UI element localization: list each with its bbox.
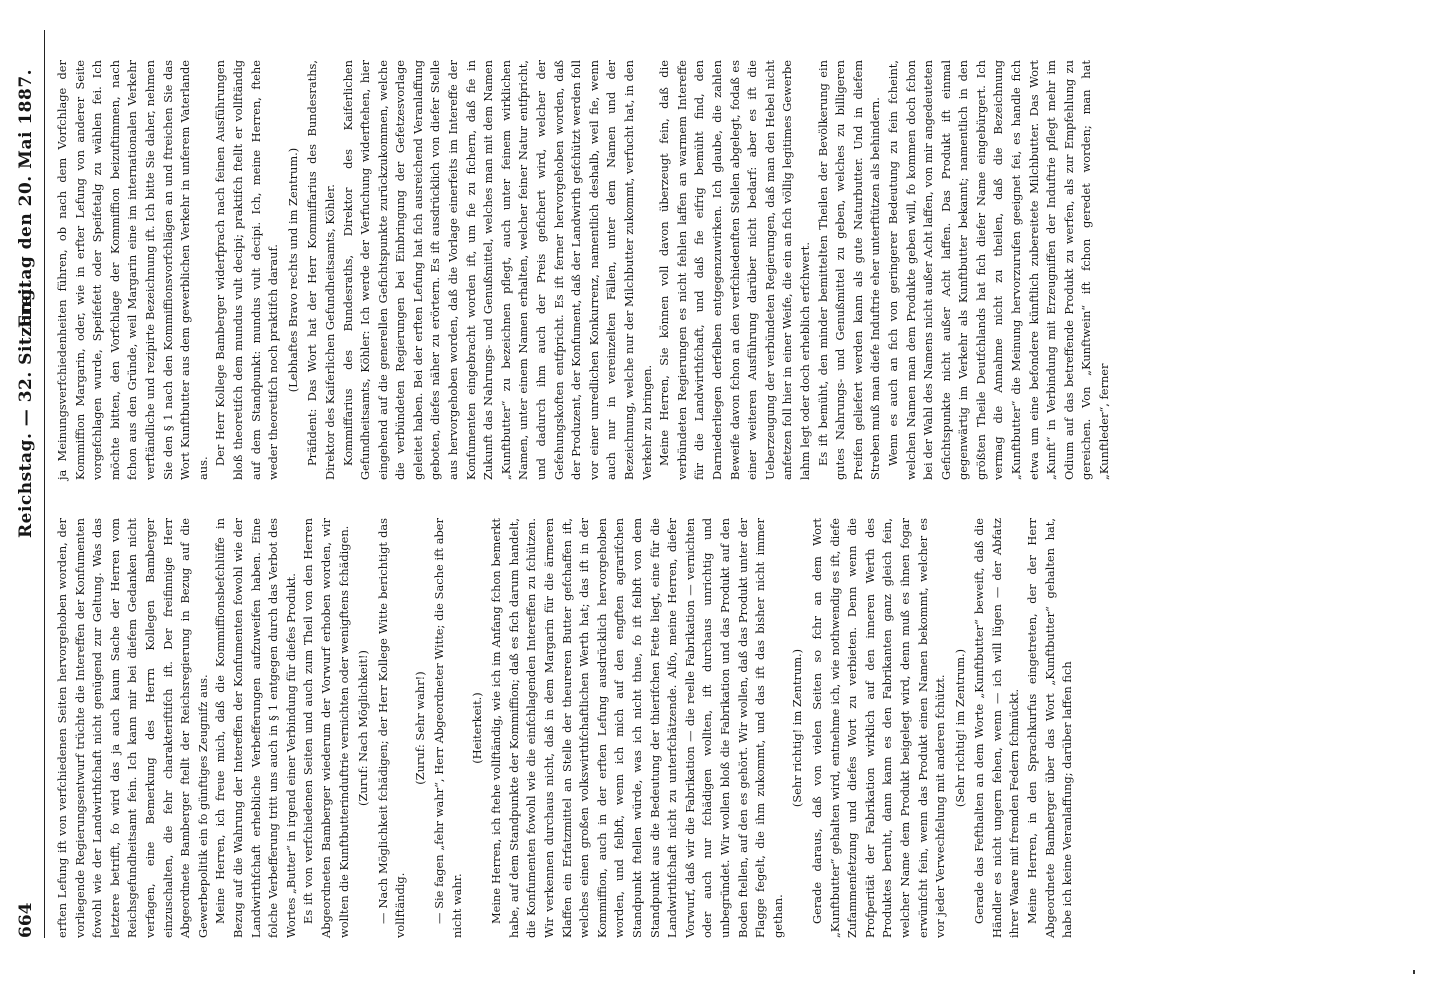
interjection: (Sehr richtig! im Zentrum.) [952,648,967,808]
paragraph: ja Meinungsverfchiedenheiten führen, ob nach dem Vorfchlage der Kommiffion Margarin, oder, wie in erfter Lefung von anderer Seite vorgefchlagen wurde, Speifefett oder Speifetalg zu wählen fei. Ich möchte bitten, den Vorfchlage der Kommiffion beizuftimmen, nach fchon aus den Gründe, weil Margarin eine im internationalen Verkehr verftändliche und rezipirte Bezeichnung ift. Ich bitte Sie daher, nehmen Sie den § 1 nach den Kommiffionsvorfchlägen an und ftreichen Sie das Wort Kunftbutter aus dem gewerblichen Verkehr in unferem Vaterlande aus. [55,60,210,480]
paragraph: Gerade das Fefthalten an dem Worte „Kunftbutter“ beweift, daß die Händler es nicht ungern fehen, wenn — ich will lügen — der Abfatz ihrer Waare mit fremden Federn fchmückt. [972,518,1022,938]
interjection: (Heiterkeit.) [469,692,484,764]
paragraph: Meine Herren, ich ftehe vollftändig, wie ich im Anfang fchon bemerkt habe, auf dem Standpunkte der Kommiffion; daß es fich darum handelt, die Konfumenten fowohl wie die einfchlagenden Intereffen zu fchützen. Wir verkennen durchaus nicht, daß in dem Margarin für die ärmeren Klaffen ein Erfatzmittel an Stelle der theureren Butter gefchaffen ift, welches einen großen volkswirthfchaftlichen Werth hat; das ift in der Kommiffion, auch in der erften Lefung ausdrücklich hervorgehoben worden, und felbft, wenn ich mich auf den engften agrarifchen Standpunkt ftellen würde, was ich nicht thue, fo ift felbft von dem Standpunkt aus die Bedeutung der thierifchen Fette liegt, eine für die Landwirthfchaft nicht zu unterfchätzende. Alfo, meine Herren, diefer Vorwurf, daß wir die Fabrikation — die reelle Fabrikation — vernichten oder auch nur fchädigen wollten, ift durchaus unrichtig und unbegründet. Wir wollen bloß die Fabrikation und das Produkt auf den Boden ftellen, auf den es gehört. Wir wollen, daß das Produkt unter der Flagge fegelt, die ihm zukommt, und das ift das bisher nicht immer gethan. [489,518,785,938]
paragraph: Präfident: Das Wort hat der Herr Kommiffarius des Bundesraths, Direktor des Kaiferlichen Gefundheitsamts, Köhler. [305,60,337,480]
session-date: Freitag den 20. Mai 1887. [16,68,36,328]
paragraph: — Nach Möglichkeit fchädigen; der Herr Kollege Witte berichtigt das vollftändig. [375,518,408,938]
interjection: (Zuruf: Nach Möglichkeit!) [356,650,371,806]
left-column [54,518,1077,938]
interjection: (Sehr richtig! im Zentrum.) [790,648,805,808]
page-header [14,30,45,938]
paragraph: Gerade daraus, daß von vielen Seiten so fchr an dem Wort „Kunftbutter“ gehalten wird, entnehme ich, wie nothwendig es ift, diefe Zufammenfetzung und diefes Wort zu verbieten. Denn wenn die Profperität der Fabrikation wirklich auf den inneren Werth des Produktes beruht, dann kann es den Fabrikanten ganz gleich fein, welcher Name dem Produkt beigelegt wird, denn muß es ihnen fogar erwünfcht fein, wenn das Produkt einen Namen bekommt, welcher es vor jeder Verwechfelung mit anderen fchützt. [809,518,948,938]
paragraph: Meine Herren, Sie können voll davon überzeugt fein, daß die verbündeten Regierungen es nicht fehlen laffen an warmem Intereffe für die Landwirthfchaft, und daß fie eifrig bemüht find, den Darniederliegen derfelben entgegenzuwirken. Ich glaube, die zahlen Beweife davon fchon an den verfchiedenften Stellen abgelegt, fodaß es einer weiteren Ausführung darüber nicht bedarf: aber es ift die Ueberzeugung der verbündeten Regierungen, daß man den Hebel nicht anfetzen foll hier in einer Weife, die ein an fich völlig legitimes Gewerbe lahm legt oder doch erheblich erfchwert. [657,60,812,480]
paragraph: Wenn es auch an fich von geringerer Bedeutung zu fein fcheint, welchen Namen man dem Produkte geben will, fo kommen doch fchon bei der Wahl des Namens nicht außer Acht laffen, von mir angedeuteten Gefichtspunkte nicht außer Acht laffen. Das Produkt ift einmal gegenwärtig im Verkehr als Kunftbutter bekannt; namentlich in den größten Theile Deutfchlands hat fich diefer Name eingebürgert. Ich vermag die Annahme nicht zu theilen, daß die Bezeichnung „Kunftbutter“ die Meinung hervorzurufen geeignet fei, es handle fich etwa um eine befondere künftlich zubereitete Milchbutter. Das Wort „Kunft“ in Verbindung mit Erzeugniffen der Induftrie pflegt mehr im Odium auf das betreffende Produkt zu werfen, als zur Empfehlung zu gereichen. Von „Kunftwein“ ift fchon geredet worden; man hat „Kunftleder“, ferner [885,60,1112,480]
session-title: Reichstag. — 32. Sitzung. [16,282,36,538]
paragraph: — Sie fagen „fehr wahr“, Herr Abgeordneter Witte; die Sache ift aber nicht wahr. [432,518,465,938]
paragraph: Kommiffarius des Bundesraths, Direktor des Kaiferlichen Gefundheitsamts, Köhler: Ich werde der Verfuchung widerftehen, hier eingehend auf die generellen Gefichtspunkte zurückzukommen, welche die verbündeten Regierungen bei Einbringung der Gefetzesvorlage geleitet haben. Bei der erften Lefung hat fich ausreichend Veranlaffung geboten, diefes näher zu erörtern. Es ift ausdrücklich von diefer Stelle aus hervorgehoben worden, daß die Vorlage einerfeits im Intereffe der Konfumenten eingebracht worden ift, um fie zu fichern, daß fie in Zukunft das Nahrungs- und Genußmittel, welches man mit dem Namen „Kunftbutter“ zu bezeichnen pflegt, auch unter feinem wirklichen Namen, unter einem Namen erhalten, welcher feiner Natur entfpricht, und dadurch ihm auch der Preis gefichert wird, welcher der Gefehungskoften entfpricht. Es ift ferner hervorgehoben worden, daß der Produzent, der Konfument, daß der Landwirth gefchützt werden foll vor einer unredlichen Konkurrenz, namentlich deshalb, weil fie, wenn auch nur in vereinzelten Fällen, unter dem Namen und der Bezeichnung, welche nur der Milchbutter zukommt, verfucht hat, in den Verkehr zu bringen. [340,60,654,480]
interjection: (Lebhaftes Bravo rechts und im Zentrum.) [285,147,300,393]
paragraph: Der Herr Kollege Bamberger widerfprach nach feinen Ausführungen bloß theoretifch dem mundus vult decipi; praktifch ftellt er vollftändig auf dem Standpunkt: mundus vult decipi. Ich, meine Herren, ftehe weder theoretifch noch praktifch darauf. [213,60,281,480]
right-column [54,60,1114,480]
paragraph: Es ift von verfchiedenen Seiten und auch zum Theil von den Herren Abgeordneten Bamberger wiederum der Vorwurf erhoben worden, wir wollten die Kunftbutterinduftrie vernichten oder wenigftens fchädigen. [301,518,351,938]
page-number: 664 [16,902,36,938]
paragraph: Es ift bemüht, den minder bemittelten Theilen der Bevölkerung ein gutes Nahrungs- und Genußmittel zu geben, welches zu billigeren Preifen geliefert werden kann als gute Naturbutter. Und in diefem Streben muß man diefe Induftrie eher unterftützen als behindern. [815,60,883,480]
paragraph: erften Lefung ift von verfchiedenen Seiten hervorgehoben worden, der vorliegende Regierungsentwurf trüchte die Intereffen der Konfumenten fowohl wie der Landwirthfchaft nicht genügend zur Geltung. Was das letztere betrifft, fo wird das ja auch kaum Sache der Herren vom Reichsgefundheitsamt fein. Ich kann mir bei diefem Gedanken nicht verfagen, eine Bemerkung des Herrn Kollegen Bamberger einzuschalten, die fehr charakteriftifch ift. Der freifinnige Herr Abgeordnete Bamberger ftellt der Reichsregierung in Bezug auf die Gewerbepolitik ein fo günftiges Zeugnifz aus. [55,518,210,938]
paragraph: Meine Herren, ich freue mich, daß die Kommiffionsbefchlüffe in Bezug auf die Wahrung der Intereffen der Konfumenten fowohl wie der Landwirthfchaft erhebliche Verbefferungen aufzuweifen haben. Eine folche Verbefferung tritt uns auch in § 1 entgegen durch das Verbot des Wortes „Butter“ in irgend einer Verbindung für diefes Produkt. [213,518,298,938]
paragraph: Meine Herren, in den Sprachkurfus eingetreten, der der Herr Abgeordnete Bamberger über das Wort „Kunftbutter“ gehalten hat, habe ich keine Veranlaffung; darüber laffen fich [1025,518,1075,938]
scan-mark [1413,970,1415,974]
interjection: (Zuruf: Sehr wahr!) [412,671,427,785]
